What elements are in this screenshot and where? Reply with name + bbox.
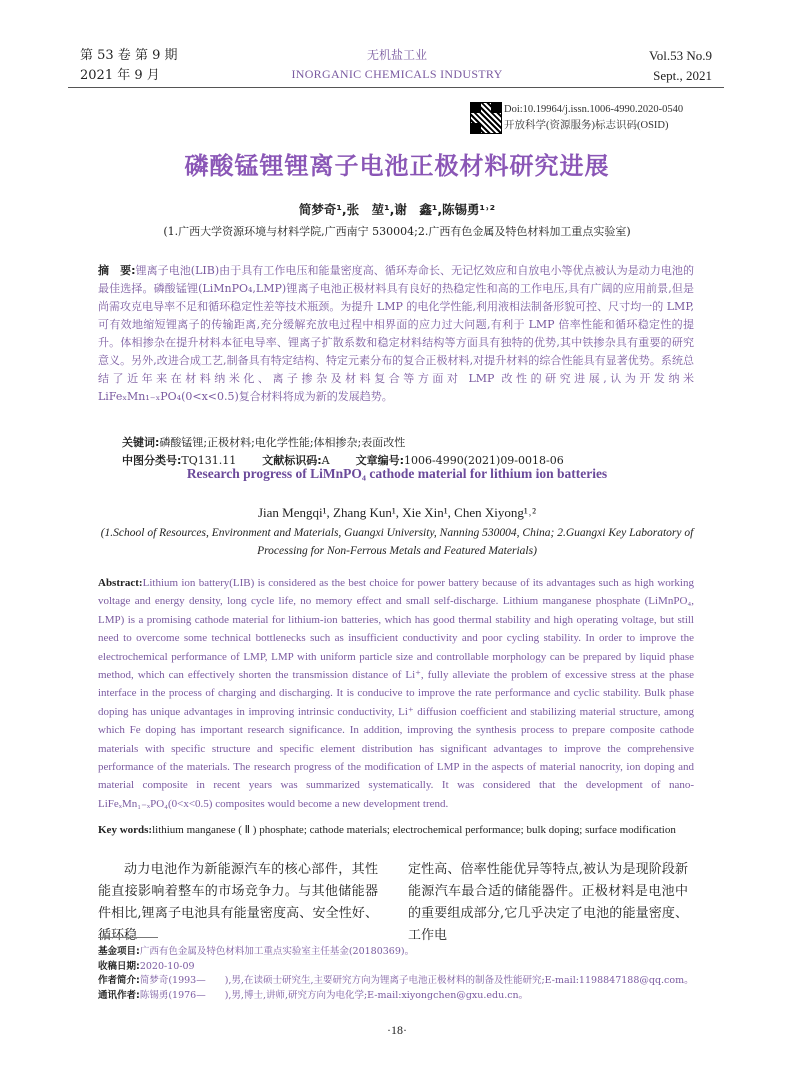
abstract-cn-label: 摘 要: — [98, 264, 136, 277]
footnote-divider — [98, 937, 158, 938]
issue-date-cn: 2021 年 9 月 — [80, 68, 160, 83]
article-id-value: 1006-4990(2021)09-0018-06 — [404, 454, 564, 467]
keywords-en-text: lithium manganese ( Ⅱ ) phosphate; cathode materials; electrochemical performance; bulk doping; surface modification — [152, 824, 676, 836]
fund-text: 广西有色金属及特色材料加工重点实验室主任基金(20180369)。 — [139, 946, 415, 957]
vol-no: Vol.53 No.9 — [649, 48, 712, 63]
corr-text: 陈锡勇(1976— ),男,博士,讲师,研究方向为电化学;E-mail:xiyongchen@gxu.edu.cn。 — [139, 989, 529, 1001]
clc-label: 中图分类号: — [122, 454, 182, 467]
volume-issue: 第 53 卷 第 9 期 — [80, 48, 178, 63]
author-text: 简梦奇(1993— ),男,在读硕士研究生,主要研究方向为锂离子电池正极材料的制备及性能研究;E-mail:1198847188@qq.com。 — [139, 975, 694, 986]
footnotes — [98, 945, 698, 1003]
abstract-cn-text: 锂离子电池(LIB)由于具有工作电压和能量密度高、循环寿命长、无记忆效应和自放电小等优点被认为是动力电池的最佳选择。磷酸锰锂(LiMnPO₄,LMP)锂离子电池正极材料具有良好的热稳定性和高的工作电压,具有广阔的应用前景,但是尚需攻克电导率不足和循环稳定性差等技术瓶颈。为提升 LMP 的电化学性能,利用液相法制备形貌可控、尺寸均一的 LMP,可有效地缩短锂离子的传输距离,充分缓解充放电过程中相界面的应力过大问题,有利于 LMP 倍率性能和循环稳定性的提升。体相掺杂在提升材料本征电导率、锂离子扩散系数和稳定材料结构等方面具有独特的优势,其中铁掺杂具有重要的研究意义。另外,改进合成工艺,制备具有特定结构、特定元素分布的复合正极材料,对提升材料的综合性能具有显著优势。系统总结了近年来在材料纳米化、离子掺杂及材料复合等方面对 LMP 改性的研究进展,认为开发纳米 LiFeₓMn₁₋ₓPO₄(0<x<0.5)复合材料将成为新的发展趋势。 — [98, 264, 694, 403]
fund-label: 基金项目: — [98, 946, 140, 957]
abstract-en — [98, 574, 694, 813]
doi-block — [504, 102, 683, 134]
author-note — [98, 974, 698, 989]
corr-label: 通讯作者: — [98, 989, 140, 1001]
journal-name-en: INORGANIC CHEMICALS INDUSTRY — [291, 67, 503, 81]
doc-code-value: A — [321, 454, 330, 467]
doi-line: Doi:10.19964/j.issn.1006-4990.2020-0540 — [504, 104, 684, 115]
body-column-right: 定性高、倍率性能优异等特点,被认为是现阶段新能源汽车最合适的储能器件。正极材料是电池中的重要组成部分,它几乎决定了电池的能量密度、工作电 — [408, 862, 688, 943]
keywords-cn-label: 关键词: — [122, 436, 160, 449]
body-column-left — [98, 859, 378, 947]
affiliations-cn: (1.广西大学资源环境与材料学院,广西南宁 530004;2.广西有色金属及特色材料加工重点实验室) — [163, 225, 631, 238]
abstract-en-text: Lithium ion battery(LIB) is considered as the best choice for power battery because of its advantages such as high working voltage and energy density, long cycle life, no memory effect and small self-discharge. Lithium manganese phosphate (LiMnPO₄, LMP) is a promising cathode material for lithium-ion batteries, which has good thermal stability and high operating voltage, but still need to overcome some technical bottlenecks such as insufficient conductivity and poor cycling stability. In order to improve the electrochemical performance of LMP, LMP with uniform particle size and controllable morphology can be prepared by liquid phase method, which can effectively shorten the transmission distance of Li⁺, fully alleviate the problem of excessive stress at the phase interface in the process of charging and discharging. It is conducive to improve the rate performance and cyclic stability. Bulk phase doping has unique advantages in improving intrinsic conductivity, Li⁺ diffusion coefficient and stabilizing material structure, among which Fe doping has important research significance. In addition, improving the synthesis process to prepare composite cathode materials with specific structure and specific element distribution has significant advantages to improve the comprehensive performance of the materials. The research progress of the modification of LMP in the aspects of material nanocrity, ion doping and material composite in recent years was summarized systematically. It was considered that the development of nano-LiFeₓMn₁₋ₓPO₄(0<x<0.5) composites would become a new development trend. — [98, 577, 694, 810]
affiliations-en: (1.School of Resources, Environment and Materials, Guangxi University, Nanning 530004, China; 2.Guangxi Key Laboratory of Processing for Non-Ferrous Metals and Featured Materials) — [100, 527, 694, 557]
issue-date-en: Sept., 2021 — [653, 68, 712, 83]
clc-value: TQ131.11 — [181, 454, 237, 467]
article-title-cn: 磷酸锰锂锂离子电池正极材料研究进展 — [184, 152, 610, 180]
abstract-cn — [98, 262, 694, 406]
osid-line: 开放科学(资源服务)标志识码(OSID) — [504, 120, 669, 131]
keywords-cn — [122, 434, 405, 450]
keywords-en-label: Key words: — [98, 824, 153, 836]
page-number: ·18· — [387, 1023, 407, 1037]
qr-code-icon — [470, 102, 502, 134]
received-note — [98, 960, 698, 975]
header-divider — [68, 87, 724, 88]
article-id-label: 文章编号: — [355, 454, 405, 467]
abstract-en-label: Abstract: — [98, 577, 143, 589]
keywords-en — [98, 821, 694, 839]
author-label: 作者简介: — [98, 975, 140, 986]
doc-code-label: 文献标识码: — [262, 454, 322, 467]
article-title-en: Research progress of LiMnPO₄ cathode material for lithium ion batteries — [186, 466, 608, 481]
received-label: 收稿日期: — [98, 960, 140, 972]
body-text-left: 动力电池作为新能源汽车的核心部件，其性能直接影响着整车的市场竞争力。与其他储能器件相比,锂离子电池具有能量密度高、安全性好、循环稳 — [98, 862, 378, 943]
received-text: 2020-10-09 — [139, 960, 195, 972]
authors-en: Jian Mengqi¹, Zhang Kun¹, Xie Xin¹, Chen Xiyong¹˒² — [257, 505, 536, 520]
keywords-cn-text: 磷酸锰锂;正极材料;电化学性能;体相掺杂;表面改性 — [159, 436, 406, 449]
corresponding-note — [98, 989, 698, 1004]
journal-vol-en — [649, 46, 712, 86]
fund-note — [98, 945, 698, 960]
authors-cn: 简梦奇¹,张 堃¹,谢 鑫¹,陈锡勇¹˒² — [298, 202, 496, 217]
journal-name-cn: 无机盐工业 — [366, 48, 427, 62]
